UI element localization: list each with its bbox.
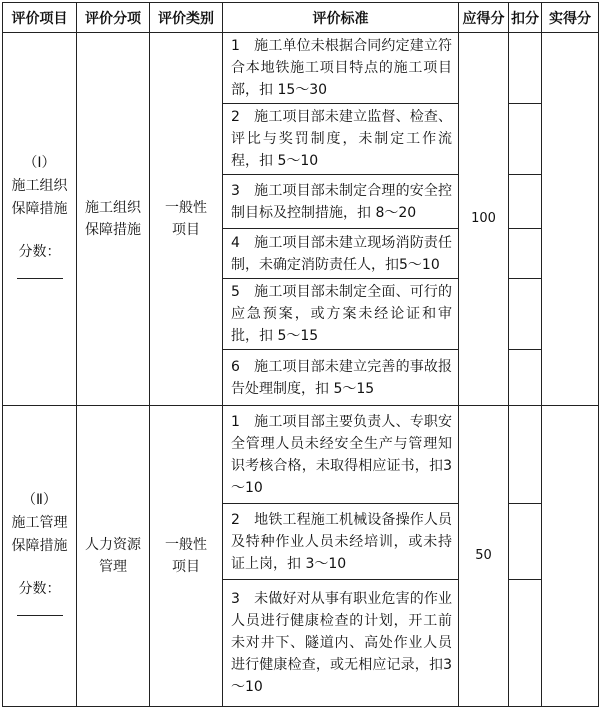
criterion: 6 施工项目部未建立完善的事故报告处理制度，扣 5～15: [223, 350, 459, 406]
criterion: 5 施工项目部未制定全面、可行的应急预案，或方案未经论证和审批，扣 5～15: [223, 279, 459, 350]
item-name-line: 施工管理: [11, 514, 68, 531]
evaluation-table: [2, 2, 599, 707]
item-number: （Ⅰ）: [23, 154, 56, 171]
criterion: 1 施工单位未根据合同约定建立符合本地铁施工项目特点的施工项目部，扣 15～30: [223, 33, 459, 104]
criterion: 2 地铁工程施工机械设备操作人员及特种作业人员未经培训，或未持证上岗，扣 3～10: [223, 504, 459, 580]
actual-points-cell[interactable]: [542, 406, 599, 707]
item-name-line: 施工组织: [11, 177, 68, 194]
evaluation-item: [3, 33, 77, 406]
evaluation-category: [150, 33, 223, 406]
subitem-line: 管理: [99, 559, 127, 575]
item-number: （Ⅱ）: [22, 491, 57, 508]
deduction-cell[interactable]: [509, 504, 542, 580]
subitem-line: 人力资源: [85, 537, 141, 553]
table-row: [3, 33, 599, 104]
category-line: 项目: [172, 559, 200, 575]
criterion: 2 施工项目部未建立监督、检查、评比与奖罚制度，未制定工作流程，扣 5～10: [223, 104, 459, 175]
deduction-cell[interactable]: [509, 406, 542, 504]
header-category: 评价类别: [150, 3, 223, 33]
criterion: 1 施工项目部主要负责人、专职安全管理人员未经安全生产与管理知识考核合格，未取得相应证书，扣3～10: [223, 406, 459, 504]
due-points: 50: [459, 406, 509, 707]
subitem-line: 施工组织: [85, 200, 141, 216]
deduction-cell[interactable]: [509, 279, 542, 350]
deduction-cell[interactable]: [509, 350, 542, 406]
header-criteria: 评价标准: [223, 3, 459, 33]
deduction-cell[interactable]: [509, 229, 542, 279]
header-item: 评价项目: [3, 3, 77, 33]
header-deduction: 扣分: [509, 3, 542, 33]
subitem-line: 保障措施: [85, 222, 141, 238]
due-points: 100: [459, 33, 509, 406]
deduction-cell[interactable]: [509, 580, 542, 707]
score-label: 分数：: [18, 580, 61, 597]
evaluation-subitem: [77, 33, 150, 406]
score-label: 分数：: [18, 243, 61, 260]
table-row: [3, 406, 599, 504]
evaluation-category: [150, 406, 223, 707]
criterion: 3 施工项目部未制定合理的安全控制目标及控制措施，扣 8～20: [223, 175, 459, 229]
header-row: [3, 3, 599, 33]
header-actual-points: 实得分: [542, 3, 599, 33]
criterion: 4 施工项目部未建立现场消防责任制，未确定消防责任人，扣5～10: [223, 229, 459, 279]
evaluation-item: [3, 406, 77, 707]
item-name-line: 保障措施: [11, 200, 68, 217]
item-name-line: 保障措施: [11, 537, 68, 554]
criterion: 3 未做好对从事有职业危害的作业人员进行健康检查的计划，开工前未对井下、隧道内、高处作业人员进行健康检查，或无相应记录，扣3～10: [223, 580, 459, 707]
header-due-points: 应得分: [459, 3, 509, 33]
score-blank[interactable]: [17, 264, 63, 279]
deduction-cell[interactable]: [509, 175, 542, 229]
deduction-cell[interactable]: [509, 33, 542, 104]
evaluation-subitem: [77, 406, 150, 707]
category-line: 一般性: [165, 537, 207, 553]
category-line: 项目: [172, 222, 200, 238]
header-subitem: 评价分项: [77, 3, 150, 33]
category-line: 一般性: [165, 200, 207, 216]
actual-points-cell[interactable]: [542, 33, 599, 406]
deduction-cell[interactable]: [509, 104, 542, 175]
score-blank[interactable]: [17, 601, 63, 616]
